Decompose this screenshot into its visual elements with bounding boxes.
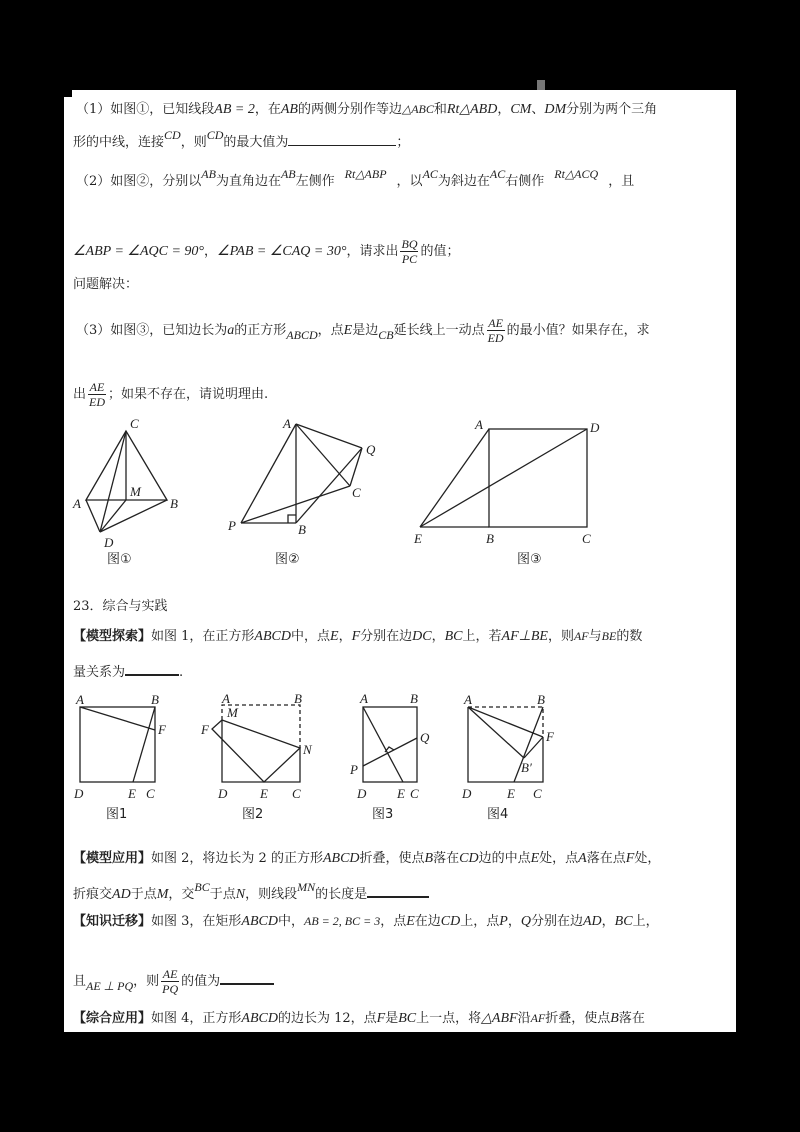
svg-text:E: E xyxy=(260,786,268,801)
svg-text:E: E xyxy=(128,786,136,801)
svg-text:D: D xyxy=(218,786,228,801)
svg-text:C: C xyxy=(410,786,419,801)
svg-text:B: B xyxy=(486,531,494,546)
q23-comprehensive-line1: 【综合应用】如图 4，正方形ABCD的边长为 12，点F是BC上一点，将△ABF沿AF折叠，使点B落在 xyxy=(73,1011,645,1026)
svg-text:图2: 图2 xyxy=(242,807,264,822)
answer-blank[interactable] xyxy=(367,884,429,898)
q23-apply-line1: 【模型应用】如图 2，将边长为 2 的正方形ABCD折叠，使点B落在CD边的中点E处，点A落在点F处， xyxy=(73,851,661,866)
svg-text:C: C xyxy=(352,485,361,500)
svg-text:F: F xyxy=(201,722,209,737)
svg-text:A: A xyxy=(283,416,291,431)
fraction-bq-pc: $\frac{BQ}{PC}$ xyxy=(401,237,418,266)
svg-text:D: D xyxy=(74,786,84,801)
svg-text:图1: 图1 xyxy=(106,807,128,822)
svg-text:D: D xyxy=(590,420,600,435)
q23-transfer-line2: 且AE ⊥ PQ，则 $\frac{AE}{PQ}$ 的值为 xyxy=(73,967,274,996)
svg-text:A: A xyxy=(73,496,81,511)
svg-text:A: A xyxy=(222,691,230,706)
q23-figure-2 xyxy=(200,691,313,822)
svg-text:M: M xyxy=(130,484,141,499)
q22-part1-line1: （1）如图①，已知线段AB = 2，在AB的两侧分别作等边△ABC和Rt△ABD，CM、DM分别为两个三角 xyxy=(76,102,658,117)
q23-explore-line2: 量关系为 . xyxy=(73,662,183,682)
q23-transfer-line1: 【知识迁移】如图 3，在矩形ABCD中，AB = 2, BC = 3，点E在边CD上，点P，Q分别在边AD，BC上， xyxy=(73,914,659,929)
svg-text:A: A xyxy=(76,692,84,707)
svg-text:B: B xyxy=(298,522,306,537)
svg-text:A: A xyxy=(475,417,483,432)
svg-text:E: E xyxy=(507,786,515,801)
svg-text:D: D xyxy=(104,535,114,550)
svg-text:图①: 图① xyxy=(107,552,132,567)
svg-text:F: F xyxy=(546,729,554,744)
q23-figure-3 xyxy=(349,691,430,822)
svg-text:图3: 图3 xyxy=(372,807,394,822)
fraction-ae-pq: $\frac{AE}{PQ}$ xyxy=(162,967,179,996)
svg-text:图③: 图③ xyxy=(517,552,542,567)
svg-text:C: C xyxy=(292,786,301,801)
svg-text:P: P xyxy=(350,762,358,777)
svg-text:B: B xyxy=(410,691,418,706)
svg-text:A: A xyxy=(360,691,368,706)
q23-title: 23．综合与实践 xyxy=(73,599,168,614)
svg-text:C: C xyxy=(130,416,139,431)
svg-text:Q: Q xyxy=(366,442,376,457)
q22-part3-line2: 出 $\frac{AE}{ED}$ ；如果不存在，请说明理由. xyxy=(73,380,269,409)
svg-text:C: C xyxy=(146,786,155,801)
svg-text:E: E xyxy=(414,531,422,546)
fraction-ae-ed: $\frac{AE}{ED}$ xyxy=(487,316,504,345)
q22-part2-line1: （2）如图②，分别以AB为直角边在AB左侧作 Rt△ABP ，以AC为斜边在AC右侧作 Rt△ACQ ，且 xyxy=(76,167,635,189)
svg-text:D: D xyxy=(462,786,472,801)
q22-part1-line2: 形的中线，连接CD，则CD的最大值为 ； xyxy=(73,128,410,150)
svg-text:C: C xyxy=(582,531,591,546)
svg-text:N: N xyxy=(303,742,312,757)
q22-part3-line1: （3）如图③，已知边长为a的正方形ABCD，点E是边CB延长线上一动点 $\frac{AE}{ED}$ 的最小值？如果存在，求 xyxy=(76,316,650,345)
q23-apply-line2: 折痕交AD于点M，交BC于点N，则线段MN的长度是 xyxy=(73,884,429,904)
svg-text:A: A xyxy=(464,692,472,707)
svg-text:C: C xyxy=(533,786,542,801)
svg-text:M: M xyxy=(227,705,238,720)
answer-blank[interactable] xyxy=(220,971,274,985)
svg-text:Q: Q xyxy=(420,730,430,745)
svg-text:P: P xyxy=(228,518,236,533)
svg-text:B: B xyxy=(294,691,302,706)
q23-explore-line1: 【模型探索】如图 1，在正方形ABCD中，点E，F分别在边DC，BC上，若AF⊥BE，则AF与BE的数 xyxy=(73,629,643,644)
svg-text:E: E xyxy=(397,786,405,801)
section-heading: 问题解决： xyxy=(73,277,139,292)
svg-text:B: B xyxy=(170,496,178,511)
q23-figure-4 xyxy=(461,692,555,822)
svg-text:B: B xyxy=(537,692,545,707)
fraction-ae-ed: $\frac{AE}{ED}$ xyxy=(89,380,106,409)
svg-text:图4: 图4 xyxy=(487,807,509,822)
svg-text:B: B xyxy=(151,692,159,707)
svg-text:F: F xyxy=(158,722,166,737)
svg-text:B′: B′ xyxy=(521,760,532,775)
q22-part2-line2: ∠ABP = ∠AQC = 90°，∠PAB = ∠CAQ = 30°，请求出 $\frac{BQ}{PC}$ 的值； xyxy=(73,237,460,266)
svg-text:D: D xyxy=(357,786,367,801)
q23-figure-1 xyxy=(73,692,167,822)
svg-text:图②: 图② xyxy=(275,552,300,567)
